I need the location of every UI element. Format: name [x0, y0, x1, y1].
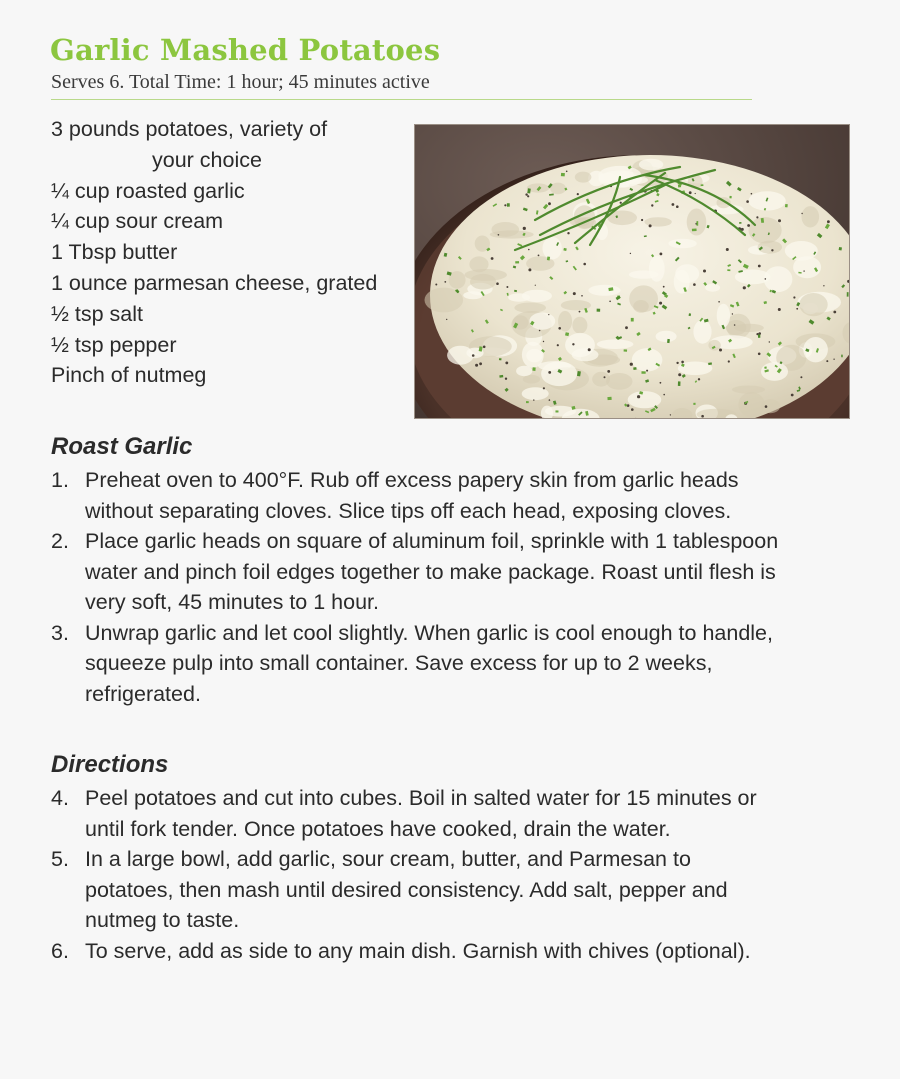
- ingredient-item: 1 ounce parmesan cheese, grated: [51, 270, 378, 295]
- ingredient-item: ½ tsp salt: [51, 301, 144, 326]
- recipe-subtitle: Serves 6. Total Time: 1 hour; 45 minutes active: [51, 71, 430, 93]
- step-line: To serve, add as side to any main dish. Garnish with chives (optional).: [85, 938, 751, 963]
- recipe-title: Garlic Mashed Potatoes: [50, 33, 441, 67]
- mashed-potatoes-photo: [414, 124, 850, 419]
- step-item: [51, 465, 851, 526]
- step-line: In a large bowl, add garlic, sour cream, butter, and Parmesan to: [85, 847, 691, 871]
- step-number: 3.: [51, 620, 69, 645]
- step-line: Unwrap garlic and let cool slightly. When garlic is cool enough to handle,: [85, 620, 773, 645]
- step-line: Peel potatoes and cut into cubes. Boil in salted water for 15 minutes or: [85, 786, 757, 810]
- step-item: [51, 783, 851, 844]
- step-line: without separating cloves. Slice tips off each head, exposing cloves.: [85, 498, 732, 523]
- ingredient-item: ¼ cup roasted garlic: [51, 178, 245, 203]
- step-number: 5.: [51, 847, 69, 871]
- step-item: [51, 844, 851, 936]
- ingredient-item: 1 Tbsp butter: [51, 240, 178, 265]
- title-divider: [51, 99, 752, 100]
- step-line: water and pinch foil edges together to make package. Roast until flesh is: [85, 559, 776, 584]
- ingredient-item: Pinch of nutmeg: [51, 363, 207, 388]
- step-line: very soft, 45 minutes to 1 hour.: [85, 590, 379, 614]
- ingredient-line: 3 pounds potatoes, variety of: [51, 117, 328, 141]
- mashed-potatoes-illustration: [415, 125, 849, 418]
- step-line: squeeze pulp into small container. Save excess for up to 2 weeks,: [85, 651, 713, 675]
- step-line: nutmeg to taste.: [85, 908, 240, 932]
- step-number: 6.: [51, 938, 69, 963]
- step-item: [51, 936, 851, 967]
- step-line: potatoes, then mash until desired consistency. Add salt, pepper and: [85, 877, 728, 902]
- step-item: [51, 526, 851, 618]
- step-number: 1.: [51, 468, 69, 492]
- ingredient-list: [51, 114, 411, 391]
- step-line: Place garlic heads on square of aluminum foil, sprinkle with 1 tablespoon: [85, 529, 779, 553]
- roast-garlic-steps: [51, 465, 851, 709]
- directions-steps: [51, 783, 851, 966]
- ingredient-item: ½ tsp pepper: [51, 332, 177, 357]
- section-heading-directions: Directions: [51, 751, 169, 778]
- step-number: 4.: [51, 786, 69, 810]
- section-heading-roast-garlic: Roast Garlic: [51, 433, 193, 460]
- step-item: [51, 618, 851, 710]
- step-number: 2.: [51, 529, 69, 553]
- step-line: until fork tender. Once potatoes have cooked, drain the water.: [85, 816, 671, 841]
- ingredient-item: ¼ cup sour cream: [51, 209, 224, 234]
- ingredient-line: your choice: [152, 147, 262, 172]
- step-line: Preheat oven to 400°F. Rub off excess papery skin from garlic heads: [85, 468, 739, 492]
- step-line: refrigerated.: [85, 681, 201, 706]
- ingredient-item: [51, 114, 411, 176]
